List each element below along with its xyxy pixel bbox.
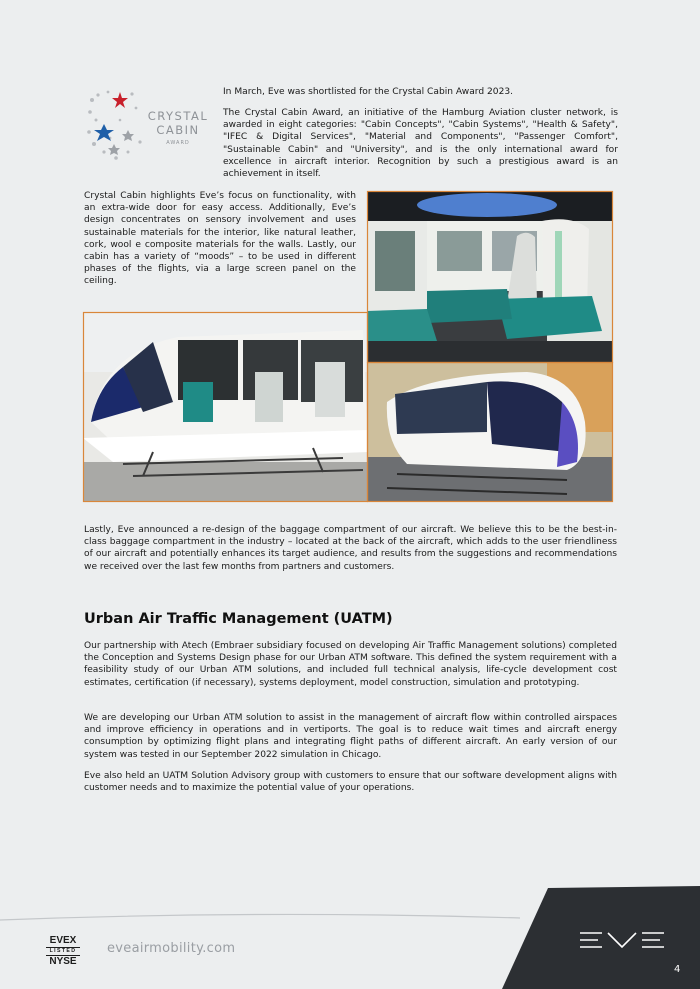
cabin-highlights-text: Crystal Cabin highlights Eve’s focus on functionality, with an extra-wide door for easy access. Additionally, Eve’s design concentrates on sensory involvement and uses sustainable materials for the interior, like natural leather, cork, wool e composite materials for the walls. Lastly, our cabin has a variety of “moods” – to be used in different phases of the flights, via a large screen panel on the ceiling. (84, 191, 356, 287)
award-shortlist-text: In March, Eve was shortlisted for the Crystal Cabin Award 2023. (223, 87, 514, 97)
page-number: 4 (674, 964, 681, 975)
uatm-paragraph-2: We are developing our Urban ATM solution to assist in the management of aircraft flow within controlled airspaces and improve efficiency in operations and in vertiports. The goal is to reduce wait times and aircraft energy consumption by optimizing flight plans and integrating flight paths of different aircraft. An early version of our system was tested in our September 2022 simulation in Chicago. (84, 713, 617, 760)
website-link[interactable]: eveairmobility.com (107, 941, 236, 956)
uatm-paragraph-1: Our partnership with Atech (Embraer subsidiary focused on developing Air Traffic Management solutions) completed the Conception and Systems Design phase for our Urban ATM software. This defined the system requirement with a feasibility study of our Urban ATM solutions, and included full technical analysis, life-cycle development cost estimates, certification (if necessary), systems deployment, model construction, simulation and prototyping. (84, 641, 617, 688)
award-description-text: The Crystal Cabin Award, an initiative of the Hamburg Aviation cluster network, is awarded in eight categories: "Cabin Concepts", "Cabin Systems", "Health & Safety", "IFEC & Digital Services", "Material and Components", "Passenger Comfort", "Sustainable Cabin" and "University", and is the only international award for excellence in aircraft interior. Recognition by such a prestigious award is an achievement in itself. (223, 108, 618, 180)
nyse-listed-badge (46, 936, 80, 967)
listed-ticker: EVEX (49, 935, 77, 946)
baggage-redesign-text: Lastly, Eve announced a re-design of the baggage compartment of our aircraft. We believe this to be the best-in-class baggage compartment in the industry – located at the back of the aircraft, which adds to the user friendliness of our aircraft and potentially enhances its target audience, and results from the suggestions and recommendations we received over the last few months from partners and customers. (84, 525, 617, 572)
listed-label: LISTED (46, 947, 80, 956)
award-logo-line2: CABIN (156, 123, 200, 137)
listed-exchange: NYSE (49, 956, 77, 967)
uatm-paragraph-3: Eve also held an UATM Solution Advisory group with customers to ensure that our software development aligns with customer needs and to maximize the potential value of your operations. (84, 771, 617, 794)
eve-logo-icon (578, 931, 666, 949)
award-logo-line1: CRYSTAL (147, 109, 209, 123)
uatm-heading: Urban Air Traffic Management (UATM) (84, 611, 393, 627)
award-logo-line3: AWARD (166, 140, 190, 146)
